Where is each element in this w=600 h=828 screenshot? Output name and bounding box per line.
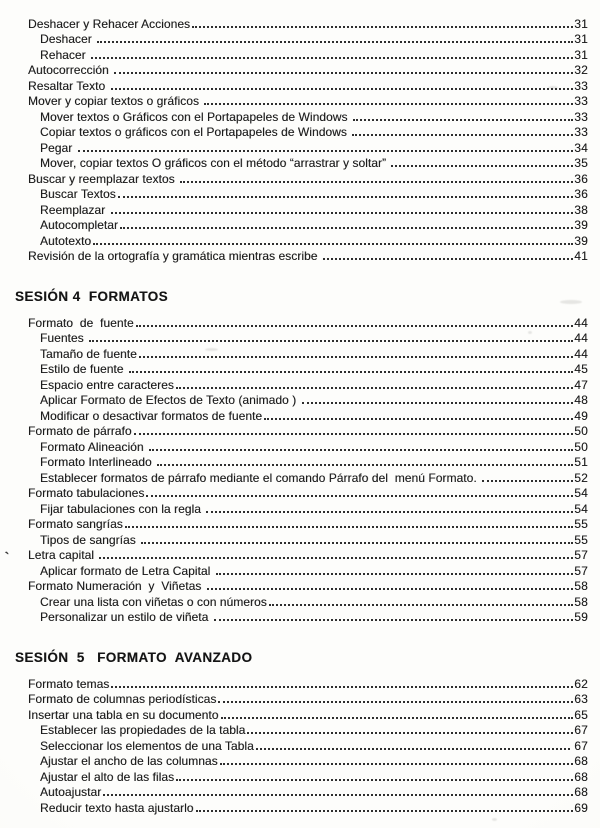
- toc-entry: [28, 784, 588, 800]
- toc-page-number: 55: [574, 517, 588, 531]
- toc-page-number: 31: [574, 16, 588, 31]
- toc-page-number: 48: [574, 393, 588, 407]
- dot-leader: [352, 134, 573, 136]
- toc-entry: [28, 547, 588, 563]
- toc-entry-label: Establecer las propiedades de la tabla: [40, 723, 246, 737]
- toc-page-number: 68: [574, 754, 588, 768]
- toc-entry: [28, 516, 588, 532]
- dot-leader: [111, 212, 574, 214]
- dot-leader: [196, 810, 574, 812]
- toc-page-number: 52: [574, 470, 588, 485]
- toc-entry: [28, 93, 588, 109]
- toc-entry: [28, 248, 588, 264]
- toc-page-number: 68: [574, 785, 588, 799]
- toc-entry-label: Espacio entre caracteres: [40, 377, 174, 392]
- toc-entry-label: Copiar textos o gráficos con el Portapapeles de Windows: [40, 125, 351, 139]
- toc-entry: [28, 330, 588, 346]
- section-heading: SESIÓN 4 FORMATOS: [15, 289, 168, 304]
- toc-page-number: 38: [574, 202, 588, 217]
- toc-entry: [28, 753, 588, 769]
- toc-entry-label: Modificar o desactivar formatos de fuente: [40, 408, 263, 423]
- dot-leader: [114, 72, 573, 74]
- dot-leader: [141, 542, 573, 544]
- dot-leader: [247, 732, 573, 734]
- dot-leader: [180, 181, 573, 183]
- toc-page-number: 67: [570, 738, 588, 753]
- dot-leader: [204, 103, 573, 105]
- toc-entry: [28, 593, 588, 609]
- toc-page-number: 69: [574, 800, 588, 815]
- toc-entry: [28, 531, 588, 547]
- dot-leader: [129, 371, 573, 373]
- toc-entry-label: Estilo de fuente: [40, 362, 127, 376]
- dot-leader: [78, 150, 574, 152]
- toc-page-number: 44: [574, 315, 588, 330]
- toc-entry: [28, 799, 588, 815]
- dot-leader: [91, 57, 573, 59]
- toc-entry-label: Deshacer y Rehacer Acciones: [28, 16, 191, 31]
- toc-entry-label: Autoajustar: [40, 785, 102, 799]
- toc-page-number: 34: [574, 140, 588, 155]
- scan-artifact-tick: ˋ: [3, 548, 14, 572]
- toc-entry-label: Establecer formatos de párrafo mediante el comando Párrafo del menú Formato.: [40, 470, 481, 485]
- toc-entry-label: Autocorrección: [28, 63, 113, 77]
- dot-leader: [206, 511, 573, 513]
- toc-page-number: 33: [574, 109, 588, 124]
- toc-page-number: 50: [574, 439, 588, 454]
- dot-leader: [220, 763, 574, 765]
- scan-smudge: [528, 331, 532, 334]
- toc-entry: [28, 77, 588, 93]
- toc-page-number: 59: [574, 610, 588, 624]
- toc-entry-label: Aplicar Formato de Efectos de Texto (animado ): [40, 393, 300, 407]
- section-heading: SESIÓN 5 FORMATO AVANZADO: [15, 650, 253, 665]
- toc-entry: [28, 314, 588, 330]
- dot-leader: [264, 418, 573, 420]
- toc-page-number: 36: [574, 187, 588, 201]
- toc-entry-label: Seleccionar los elementos de una Tabla: [40, 738, 254, 753]
- toc-entry-label: Buscar Textos: [40, 187, 116, 201]
- toc-entry: [28, 361, 588, 377]
- toc-page-number: 32: [574, 63, 588, 77]
- dot-leader: [103, 794, 573, 796]
- toc-page-number: 65: [574, 707, 588, 722]
- toc-entry: [28, 376, 588, 392]
- toc-entry-label: Tipos de sangrías: [40, 532, 140, 547]
- toc-page-number: 51: [574, 455, 588, 469]
- toc-page-number: 54: [574, 486, 588, 500]
- toc-entry: [28, 407, 588, 423]
- toc-page-number: 62: [574, 676, 588, 691]
- toc-entry-label: Formato tabulaciones: [28, 486, 145, 500]
- scan-smudge: [492, 818, 497, 821]
- toc-page-number: 45: [574, 362, 588, 376]
- toc-page-number: 50: [574, 424, 588, 438]
- dot-leader: [218, 701, 573, 703]
- dot-leader: [192, 26, 573, 28]
- toc-entry-label: Aplicar formato de Letra Capital: [40, 563, 214, 578]
- toc-entry: [28, 423, 588, 439]
- dot-leader: [176, 387, 573, 389]
- toc-page-number: 49: [574, 408, 588, 423]
- toc-entry-label: Deshacer: [40, 32, 96, 46]
- scan-smudge: [560, 300, 582, 304]
- dot-leader: [176, 779, 573, 781]
- toc-page-number: 33: [574, 94, 588, 108]
- dot-leader: [269, 604, 573, 606]
- dot-leader: [149, 449, 573, 451]
- toc-entry-label: Mover y copiar textos o gráficos: [28, 94, 203, 108]
- toc-entry: [28, 392, 588, 408]
- dot-leader: [482, 480, 573, 482]
- toc-entry-label: Fuentes: [40, 331, 88, 345]
- toc-entry: [28, 46, 588, 62]
- toc-entry: [28, 108, 588, 124]
- dot-leader: [93, 243, 573, 245]
- toc-entry-label: Pegar: [40, 140, 76, 155]
- toc-entry: [28, 345, 588, 361]
- dot-leader: [353, 119, 573, 121]
- dot-leader: [139, 356, 573, 358]
- scan-smudge: [548, 86, 558, 89]
- toc-entry-label: Formato de fuente: [28, 315, 134, 330]
- toc-entry-label: Ajustar el alto de las filas: [40, 769, 175, 784]
- toc-page-number: 44: [574, 346, 588, 361]
- dot-leader: [97, 41, 573, 43]
- toc-entry: [28, 62, 588, 78]
- toc-entry: [28, 737, 588, 753]
- toc-page-number: 67: [574, 723, 588, 737]
- toc-page-number: 31: [574, 47, 588, 62]
- toc-page-number: 54: [574, 501, 588, 516]
- dot-leader: [111, 88, 574, 90]
- toc-entry: [28, 691, 588, 707]
- toc-entry-label: Formato Alineación: [40, 439, 148, 454]
- toc-page-number: 35: [574, 156, 588, 170]
- toc-entry: [28, 578, 588, 594]
- toc-entry-label: Resaltar Texto: [28, 78, 109, 93]
- dot-leader: [323, 258, 573, 260]
- toc-page-number: 41: [574, 249, 588, 263]
- toc-entry-label: Autotexto: [40, 233, 92, 248]
- toc-page-number: 31: [574, 32, 588, 46]
- toc-page-number: 57: [574, 563, 588, 578]
- toc-entry-label: Formato Interlineado: [40, 455, 156, 469]
- toc-page-number: 47: [574, 377, 588, 392]
- toc-entry: [28, 469, 588, 485]
- toc-entry-label: Ajustar el ancho de las columnas: [40, 754, 218, 768]
- toc-entry: [28, 722, 588, 738]
- toc-entry: [28, 217, 588, 233]
- toc-entry-label: Formato Numeración y Viñetas: [28, 579, 205, 593]
- toc-entry-label: Revisión de la ortografía y gramática mientras escribe: [28, 249, 321, 263]
- dot-leader: [302, 402, 574, 404]
- dot-leader: [391, 165, 573, 167]
- toc-entry: [28, 139, 588, 155]
- toc-entry: [28, 201, 588, 217]
- toc-page-number: 55: [574, 532, 588, 547]
- dot-leader: [111, 686, 573, 688]
- toc-page-number: 33: [574, 78, 588, 93]
- toc-page-number: 39: [574, 233, 588, 248]
- toc-entry-label: Crear una lista con viñetas o con números: [40, 594, 267, 609]
- toc-entry-label: Formato temas: [28, 676, 110, 691]
- toc-entry-label: Formato de párrafo: [28, 424, 132, 438]
- toc-entry-label: Autocompletar: [40, 218, 119, 232]
- toc-page-number: 57: [574, 548, 588, 562]
- scan-smudge: [205, 348, 218, 351]
- dot-leader: [118, 196, 573, 198]
- toc-entry-label: Mover, copiar textos O gráficos con el método “arrastrar y soltar”: [40, 156, 390, 170]
- toc-page-number: 68: [574, 769, 588, 784]
- toc-page-number: 33: [574, 125, 588, 139]
- toc-entry: [28, 454, 588, 470]
- dot-leader: [256, 748, 570, 750]
- toc-entry-label: Mover textos o Gráficos con el Portapapeles de Windows: [40, 109, 351, 124]
- dot-leader: [146, 495, 573, 497]
- dot-leader: [216, 573, 574, 575]
- dot-leader: [99, 557, 573, 559]
- dot-leader: [221, 717, 574, 719]
- toc-entry: [28, 485, 588, 501]
- toc-page-number: 63: [574, 692, 588, 706]
- toc-entry-label: Personalizar un estilo de viñeta: [40, 610, 212, 624]
- toc-entry-label: Letra capital: [28, 548, 98, 562]
- toc-entry: [28, 609, 588, 625]
- toc-entry: [28, 675, 588, 691]
- toc-entry-label: Insertar una tabla en su documento: [28, 707, 219, 722]
- dot-leader: [214, 619, 574, 621]
- toc-page-number: 36: [574, 171, 588, 186]
- toc-entry: [28, 155, 588, 171]
- toc-entry-label: Reducir texto hasta ajustarlo: [40, 800, 194, 815]
- toc-page-number: 58: [574, 594, 588, 609]
- dot-leader: [157, 464, 573, 466]
- dot-leader: [125, 526, 573, 528]
- toc-entry: [28, 768, 588, 784]
- toc-entry: [28, 186, 588, 202]
- toc-entry-label: Formato sangrías: [28, 517, 123, 531]
- toc-entry: [28, 500, 588, 516]
- toc-entry-label: Buscar y reemplazar textos: [28, 171, 179, 186]
- toc-entry: [28, 31, 588, 47]
- toc-entry-label: Tamaño de fuente: [40, 346, 137, 361]
- toc-entry-label: Rehacer: [40, 47, 90, 62]
- toc-entry-label: Fijar tabulaciones con la regla: [40, 501, 205, 516]
- toc-entry: [28, 562, 588, 578]
- dot-leader: [120, 227, 573, 229]
- dot-leader: [207, 588, 574, 590]
- toc-entry: [28, 15, 588, 31]
- dot-leader: [134, 433, 574, 435]
- toc-entry: [28, 232, 588, 248]
- toc-page-number: 44: [574, 331, 588, 345]
- toc-entry: [28, 438, 588, 454]
- toc-entry-label: Reemplazar: [40, 202, 109, 217]
- toc-entry: [28, 706, 588, 722]
- toc-entry-label: Formato de columnas periodísticas: [28, 692, 217, 706]
- toc-page-number: 39: [574, 218, 588, 232]
- toc-entry: [28, 170, 588, 186]
- toc-page-number: 58: [574, 579, 588, 593]
- dot-leader: [89, 340, 573, 342]
- dot-leader: [136, 325, 574, 327]
- toc-entry: [28, 124, 588, 140]
